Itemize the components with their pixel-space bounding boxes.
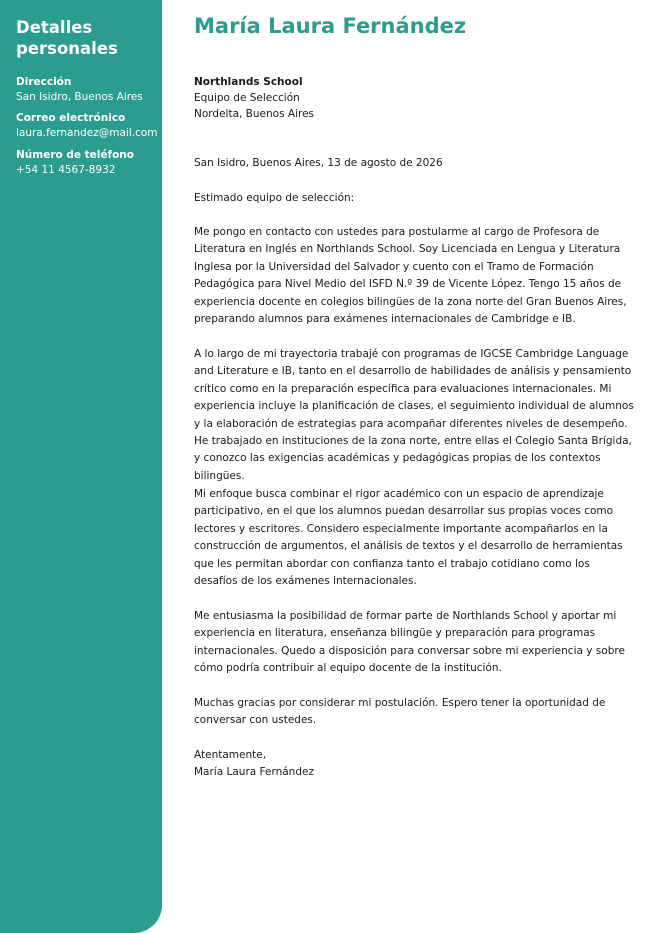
closing-phrase: Atentamente,: [194, 749, 267, 761]
address-block: [16, 75, 158, 106]
paragraph-5: Muchas gracias por considerar mi postulación. Espero tener la oportunidad de conversar con ustedes.: [194, 697, 606, 727]
address-label: Dirección: [16, 76, 72, 88]
sidebar-title: Detalles personales: [16, 18, 118, 58]
paragraph-1: Me pongo en contacto con ustedes para postularme al cargo de Profesora de Literatura en Inglés en Northlands School. Soy Licenciada en Lengua y Literatura Inglesa por la Universidad del Salvador y cuento con el Tramo de Formación Pedagógica para Nivel Medio del ISFD N.º 39 de Vicente López. Tengo 15 años de experiencia docente en colegios bilingües de la zona norte del Gran Buenos Aires, preparando alumnos para exámenes internacionales de Cambridge e IB.: [194, 226, 627, 326]
date-line: San Isidro, Buenos Aires, 13 de agosto de 2026: [194, 157, 443, 169]
email-value[interactable]: laura.fernandez@mail.com: [16, 127, 158, 139]
sidebar-personal-details: [0, 0, 162, 933]
paragraph-2: A lo largo de mi trayectoria trabajé con programas de IGCSE Cambridge Language and Literature e IB, tanto en el desarrollo de habilidades de análisis y pensamiento crítico como en la preparación específica para evaluaciones internacionales. Mi experiencia incluye la planificación de clases, el seguimiento individual de alumnos y la elaboración de estrategias para acompañar diferentes niveles de desempeño. He trabajado en instituciones de la zona norte, entre ellas el Colegio Santa Brígida, y conozco las exigencias académicas y pedagógicas propias de los contextos bilingües.: [194, 348, 634, 482]
greeting: Estimado equipo de selección:: [194, 192, 355, 204]
address-value: San Isidro, Buenos Aires: [16, 91, 143, 103]
phone-block: [16, 148, 158, 179]
paragraph-4: Me entusiasma la posibilidad de formar parte de Northlands School y aportar mi experiencia en literatura, enseñanza bilingüe y preparación para programas internacionales. Quedo a disposición para conversar sobre mi experiencia y sobre cómo podría contribuir al equipo docente de la institución.: [194, 610, 625, 675]
recipient-location: Nordelta, Buenos Aires: [194, 108, 315, 120]
email-label: Correo electrónico: [16, 112, 126, 124]
recipient-block: [194, 74, 314, 122]
recipient-department: Equipo de Selección: [194, 92, 300, 104]
paragraph-3: Mi enfoque busca combinar el rigor académico con un espacio de aprendizaje participativo, en el que los alumnos puedan desarrollar sus propias voces como lectores y escritores. Considero especialmente importante acompañarlos en la construcción de argumentos, el análisis de textos y el desarrollo de herramientas que les permitan abordar con confianza tanto el trabajo cotidiano como los desafíos de los exámenes internacionales.: [194, 488, 623, 588]
applicant-name: María Laura Fernández: [194, 14, 467, 38]
phone-label: Número de teléfono: [16, 149, 134, 161]
recipient-organization: Northlands School: [194, 76, 303, 88]
email-block: [16, 111, 158, 142]
closing-block: [194, 747, 314, 782]
signature: María Laura Fernández: [194, 766, 314, 779]
phone-value: +54 11 4567-8932: [16, 164, 116, 176]
